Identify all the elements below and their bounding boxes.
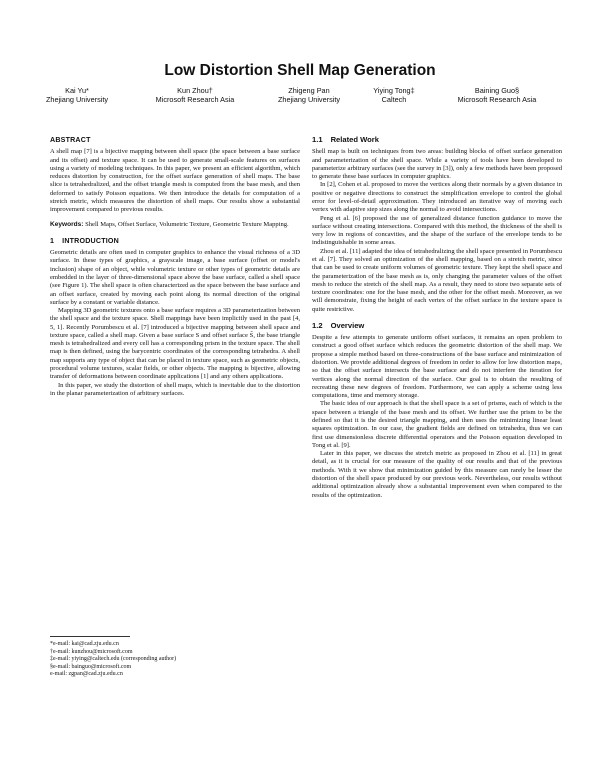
footnote-rule (50, 636, 130, 637)
author-block (40, 86, 114, 104)
author-block (136, 86, 254, 104)
keywords (50, 221, 300, 229)
intro-heading (50, 237, 300, 245)
overview-heading (312, 322, 562, 330)
intro-paragraph: In this paper, we study the distortion of shell maps, which is inevitable due to the distortion in the planar parameterization of arbitrary surfaces. (50, 381, 300, 397)
left-column (50, 136, 300, 398)
section-number: 1.2 (312, 320, 323, 330)
related-work-paragraph: In [2], Cohen et al. proposed to move the vertices along their normals by a given distance in positive or negative directions to construct the simplification envelope to control the global error for level-of-detail approximation. They introduced an iterative way of moving each vertex with adaptive step sizes along the normal to avoid intersections. (312, 181, 562, 214)
footnote: ‡e-mail: yiying@caltech.edu (corresponding author) (50, 656, 177, 663)
author-affiliation: Caltech (381, 95, 407, 104)
intro-paragraph: Mapping 3D geometric textures onto a base surface requires a 3D parameterization between the shell space and the texture space. Shell mappings have been implicitly used in the past [4, 5, 1]. Recently Porumbescu et al. [7] introduced a bijective mapping between shell space and texture space, called a shell map. Given a base surface S and offset surface S̃, the base triangle mesh is tetrahedralized and every cell has a corresponding prism in the texture space. The shell map is then defined, using the barycentric coordinates of the corresponding tetrahedra. A shell map supports any type of object that can be placed in texture space, such as geometric objects, procedural volume textures, scalar fields, or other objects. The mapping is bijective, allowing transfer of deformations between coordinate applications [1] and any others applications. (50, 307, 300, 381)
author-name: Baining Guo§ (474, 86, 520, 95)
intro-paragraph: Geometric details are often used in computer graphics to enhance the visual richness of a 3D surface. In these types of graphics, a grayscale image, a base surface (offset or model's inclusion) shape of an object, while volumetric texture or other types of geometric details are embedded in the layer of three-dimensional space above the base surface, called a shell space (see Figure 1). The shell space is often characterized as the space between the base surface and an offset surface, created by moving each point along its normal direction of the original surface by a constant or variable distance. (50, 249, 300, 306)
related-work-paragraph: Peng et al. [6] proposed the use of generalized distance function guidance to move the surface without creating intersections. Compared with this method, the thickness of the shell is very low in regions of concavities, and the shape of the surface of the envelope tends to be indistinguishable in some areas. (312, 214, 562, 247)
related-work-paragraph: Zhou et al. [11] adapted the idea of tetrahedralizing the shell space presented in Porumbescu et al. [7]. They solved an optimization of the shell mapping, based on a stretch metric, since that can be used to create uniform volumes of geometric texture. They kept the shell space and the parameterization of the base mesh as is, only changing the parameter values of the offset mesh to reduce the stretch of the shell map. As a result, they need to store two separate sets of texture coordinates: one for the base mesh, and the other for the offset mesh. Moreover, as we will demonstrate, fixing the height of each vertex of the offset surface in the texture space is quite restrictive. (312, 247, 562, 313)
overview-paragraph: Despite a few attempts to generate uniform offset surfaces, it remains an open problem to construct a good offset surface which reduces the geometric distortion of the shell map. We propose a simple method based on three-constructions of the base surface and minimization of distortion. We provide additional degrees of freedom in order to allow for low distortion maps, so that the offset surface intersects the base surface and do not interfere the iteration for vertices along the normal direction of the surface. Our goal is to obtain the resulting of recreating these new degrees of freedom. Furthermore, we can apply a scheme using less computations, time and memory storage. (312, 334, 562, 400)
author-name: Kai Yu* (65, 86, 89, 95)
section-title: INTRODUCTION (62, 236, 119, 245)
footnote: *e-mail: kai@cad.zju.edu.cn (50, 641, 119, 647)
abstract-text: A shell map [7] is a bijective mapping between shell space (the space between a base surface and its offset) and texture space. It can be used to generate small-scale features on surfaces using a variety of modeling techniques. In this paper, we present an efficient algorithm, which reduces distortion by construction, for the offset surface generation of shell maps. The base slice is tetrahedralized, and the offset triangle mesh is computed from the base mesh, and then deformed to satisfy Poisson equations. We then introduce the details for computation of a stretch metric, which measures the distortion of shell maps. Our results show a substantial improvement compared to previous results. (50, 148, 300, 214)
section-title: Overview (330, 320, 365, 330)
footnotes (50, 636, 300, 679)
author-name: Yiying Tong‡ (373, 86, 415, 95)
footnote: §e-mail: bainguo@microsoft.com (50, 663, 132, 670)
author-block (358, 86, 430, 104)
overview-paragraph: Later in this paper, we discuss the stretch metric as proposed in Zhou et al. [11] in great detail, as it is crucial for our measure of the quality of our results and that of the previous methods. With it we show that minimization guided by this measure can rarely be lesser the distortion of the shell space produced by our previous work. Nevertheless, our results without additional optimization already show a substantial improvement even when compared to the results of the optimization. (312, 450, 562, 499)
author-affiliation: Zhejiang University (277, 95, 341, 104)
author-affiliation: Microsoft Research Asia (457, 95, 537, 104)
keywords-text: Shell Maps, Offset Surface, Volumetric Texture, Geometric Texture Mapping. (85, 220, 289, 228)
author-name: Kun Zhou† (177, 86, 213, 95)
footnote: e-mail: zgpan@cad.zju.edu.cn (50, 671, 123, 678)
section-title: Related Work (330, 135, 379, 144)
author-affiliation: Microsoft Research Asia (155, 95, 235, 104)
related-work-paragraph: Shell map is built on techniques from two areas: building blocks of offset surface generation and parameterization of the shell space. While a variety of tools have been developed to parameterize arbitrary surfaces (see the survey in [3]), only a few methods have been proposed to generate these base surfaces in computer graphics. (312, 148, 562, 181)
author-affiliation: Zhejiang University (45, 95, 109, 104)
keywords-label: Keywords: (50, 220, 84, 228)
author-list (40, 86, 560, 112)
related-work-heading (312, 136, 562, 144)
section-number: 1.1 (312, 135, 323, 144)
footnote: †e-mail: kunzhou@microsoft.com (50, 648, 133, 655)
abstract-heading: ABSTRACT (50, 136, 91, 144)
overview-paragraph: The basic idea of our approach is that the shell space is a set of prisms, each of which is the space between a triangle of the base mesh and its offset. We further use the prism to be the defined so that it is the desired triangle mapping, and then uses the minimizing linear least squares optimization. In our case, the gradient fields are defined on tetrahedra, thus we can first use dimensionless discrete differential operators and the Poisson equation developed in Tong et al. [9]. (312, 400, 562, 449)
section-number: 1 (50, 236, 55, 245)
right-column (312, 136, 562, 500)
author-name: Zhigeng Pan (288, 86, 330, 95)
paper-title: Low Distortion Shell Map Generation (164, 62, 436, 79)
author-block (438, 86, 556, 104)
author-block (261, 86, 357, 104)
